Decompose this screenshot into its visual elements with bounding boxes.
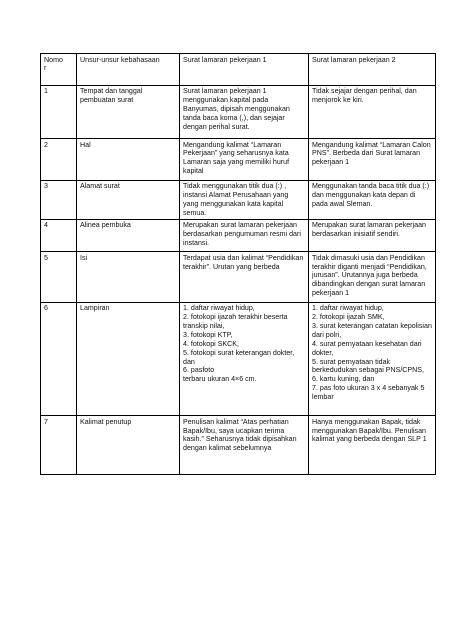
cell-surat-2: Menggunakan tanda baca titik dua (:) dan menggunakan kata depan di pada awal Sleman. xyxy=(309,180,436,219)
cell-surat-1: Merupakan surat lamaran pekerjaan berdasarkan pengumuman resmi dari instansi. xyxy=(180,219,309,252)
table-row xyxy=(41,416,436,475)
cell-surat-1: Tidak menggunakan titik dua (:) , instansi Alamat Perusahaan yang yang menggunakan kata kapital semua. xyxy=(180,180,309,219)
cell-nomor: 2 xyxy=(41,139,77,181)
cell-unsur: Lampiran xyxy=(77,302,180,416)
cell-surat-1: Surat lamaran pekerjaan 1 menggunakan kapital pada Banyumas, dipisah menggunakan tanda baca koma (,), dan sejajar dengan perihal surat. xyxy=(180,85,309,139)
cell-unsur: Alamat surat xyxy=(77,180,180,219)
cell-unsur: Isi xyxy=(77,252,180,303)
table-row xyxy=(41,302,436,416)
table-row xyxy=(41,252,436,303)
cell-surat-2: Tidak dimasuki usia dan Pendidikan terakhir diganti menjadi “Pendidikan, jurusan”. Urutannya juga berbeda dibandingkan dengan surat lamaran pekerjaan 1 xyxy=(309,252,436,303)
cell-surat-2: Tidak sejajar dengan perihal, dan menjorok ke kiri. xyxy=(309,85,436,139)
cell-surat-2: Hanya menggunakan Bapak, tidak menggunakan Bapak/Ibu. Penulisan kalimat yang berbeda dengan SLP 1 xyxy=(309,416,436,475)
header-surat-2: Surat lamaran pekerjaan 2 xyxy=(309,54,436,86)
cell-nomor: 4 xyxy=(41,219,77,252)
cell-nomor: 5 xyxy=(41,252,77,303)
table-row xyxy=(41,219,436,252)
cell-surat-1: Terdapat usia dan kalimat “Pendidikan terakhir”. Urutan yang berbeda xyxy=(180,252,309,303)
cell-unsur: Kalimat penutup xyxy=(77,416,180,475)
cell-unsur: Tempat dan tanggal pembuatan surat xyxy=(77,85,180,139)
table-header-row xyxy=(41,54,436,86)
cell-surat-1: 1. daftar riwayat hidup, 2. fotokopi ijazah terakhir beserta transkip nilai, 3. fotokopi KTP, 4. fotokopi SKCK, 5. fotokopi surat keterangan dokter, dan 6. pasfoto terbaru ukuran 4×6 cm. xyxy=(180,302,309,416)
cell-surat-2: 1. daftar riwayat hidup, 2. fotokopi ijazah SMK, 3. surat keterangan catatan kepolisian dari polri, 4. surat pernyataan kesehatan dari dokter, 5. surat pernyataan tidak berkedudukan sebagai PNS/CPNS, 6. kartu kuning, dan 7. pas foto ukuran 3 x 4 sebanyak 5 lembar xyxy=(309,302,436,416)
cell-nomor: 3 xyxy=(41,180,77,219)
cell-surat-2: Merupakan surat lamaran pekerjaan berdasarkan inisiatif sendiri. xyxy=(309,219,436,252)
cell-nomor: 6 xyxy=(41,302,77,416)
table-row xyxy=(41,85,436,139)
comparison-table xyxy=(40,53,436,475)
header-unsur: Unsur-unsur kebahasaan xyxy=(77,54,180,86)
cell-surat-1: Penulisan kalimat “Atas perhatian Bapak/Ibu, saya ucapkan terima kasih.” Seharusnya tidak dipisahkan dengan kalimat sebelumnya xyxy=(180,416,309,475)
header-nomor: Nomo r xyxy=(41,54,77,86)
header-surat-1: Surat lamaran pekerjaan 1 xyxy=(180,54,309,86)
cell-surat-1: Mengandung kalimat “Lamaran Pekerjaan” yang seharusnya kata Lamaran saja yang memiliki huruf kapital xyxy=(180,139,309,181)
cell-surat-2: Mengandung kalimat “Lamaran Calon PNS”. Berbeda dari Surat lamaran pekerjaan 1 xyxy=(309,139,436,181)
table-row xyxy=(41,139,436,181)
table-row xyxy=(41,180,436,219)
cell-nomor: 7 xyxy=(41,416,77,475)
cell-unsur: Alinea pembuka xyxy=(77,219,180,252)
cell-nomor: 1 xyxy=(41,85,77,139)
cell-unsur: Hal xyxy=(77,139,180,181)
